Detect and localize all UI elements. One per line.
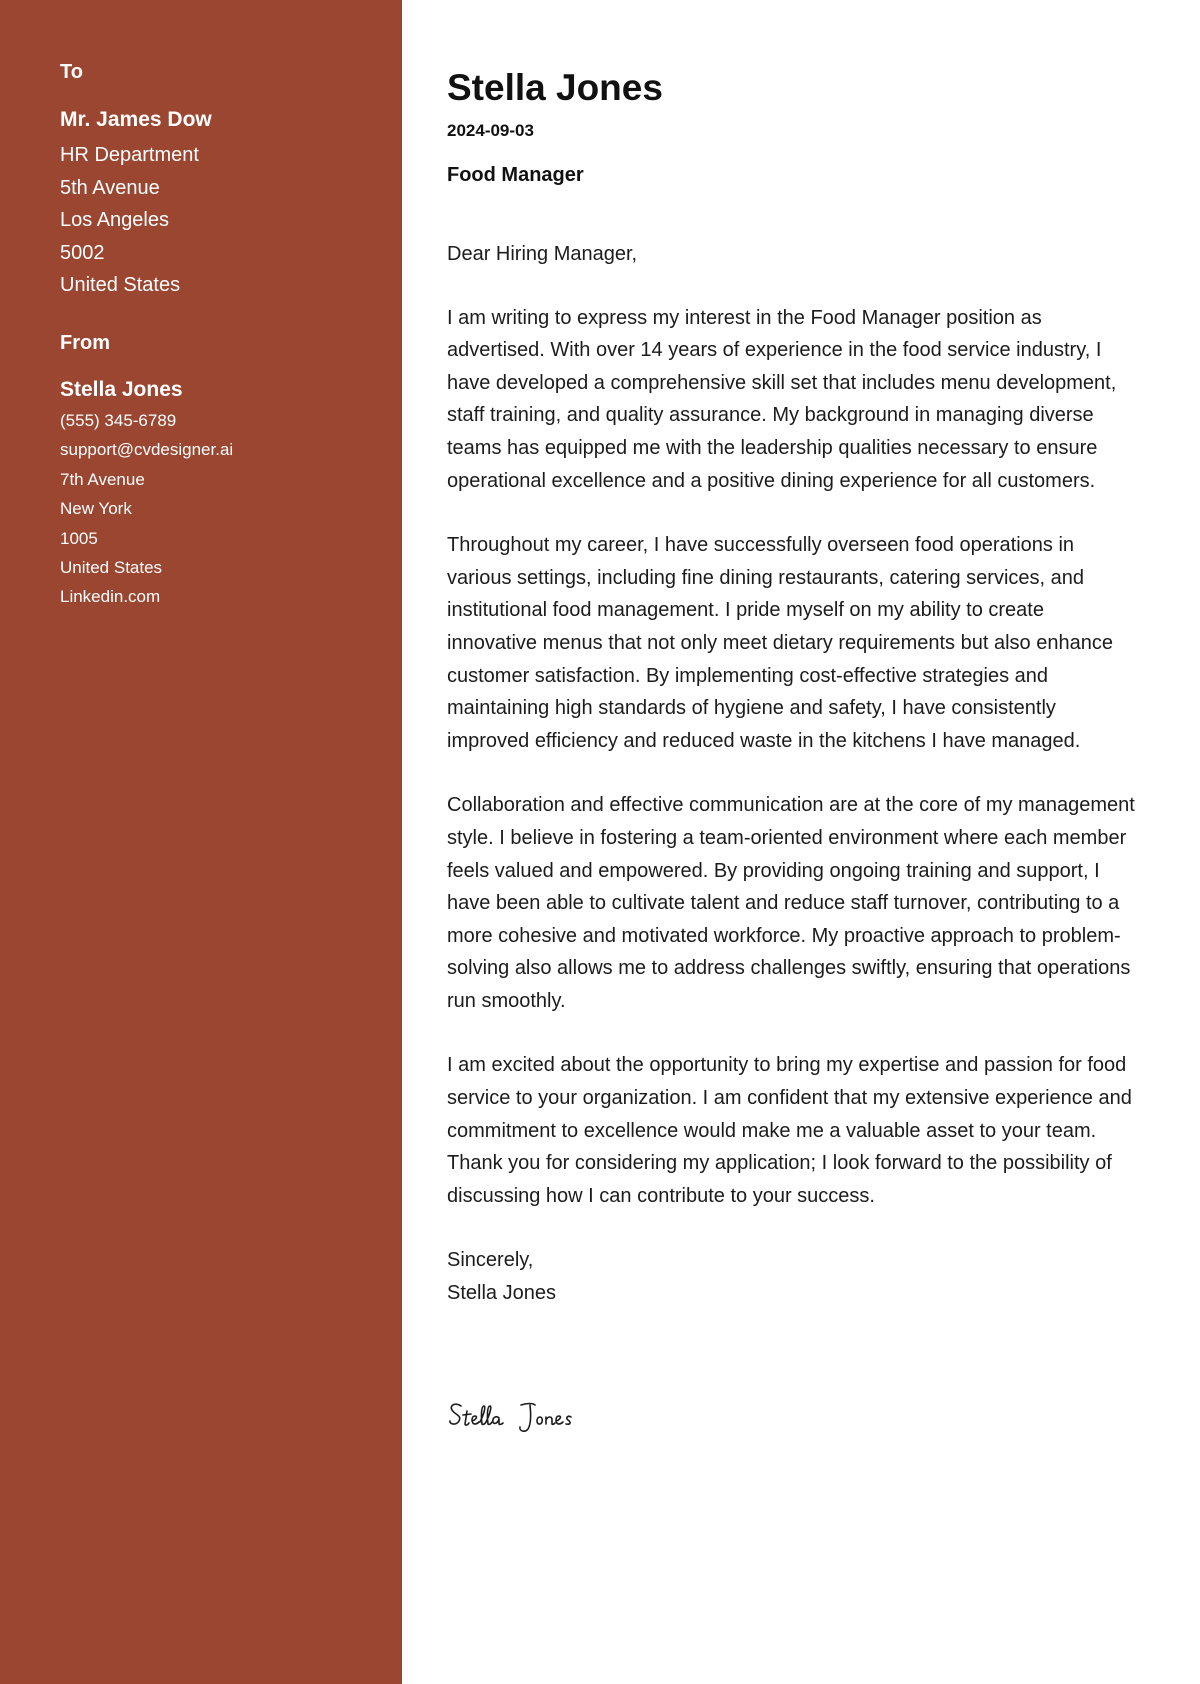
paragraph-4: I am excited about the opportunity to bring my expertise and passion for food service to your organization. I am confident that my extensive experience and commitment to excellence would make me a valuable asset to your team. Thank you for considering my application; I look forward to the possibility of discussing how I can contribute to your success.: [447, 1054, 1132, 1207]
paragraph-3: Collaboration and effective communication are at the core of my management style. I believe in fostering a team-oriented environment where each member feels valued and empowered. By providing ongoing training and support, I have been able to cultivate talent and reduce staff turnover, contributing to a more cohesive and motivated workforce. My proactive approach to problem-solving also allows me to address challenges swiftly, ensuring that operations run smoothly.: [447, 794, 1135, 1012]
sender-email: support@cvdesigner.ai: [60, 440, 234, 460]
recipient-country: United States: [60, 274, 181, 296]
sender-country: United States: [60, 558, 163, 578]
sender-city: New York: [60, 499, 132, 519]
to-heading: To: [60, 61, 83, 83]
sender-postal-code: 1005: [60, 528, 98, 548]
sender-linkedin: Linkedin.com: [60, 587, 161, 607]
recipient-city: Los Angeles: [60, 209, 169, 231]
job-title: Food Manager: [447, 164, 584, 186]
letter-date: 2024-09-03: [447, 121, 534, 140]
paragraph-1: I am writing to express my interest in the Food Manager position as advertised. With over 14 years of experience in the food service industry, I have developed a comprehensive skill set that includes menu development, staff training, and quality assurance. My background in managing diverse teams has equipped me with the leadership qualities necessary to ensure operational excellence and a positive dining experience for all customers.: [447, 306, 1117, 492]
salutation: Dear Hiring Manager,: [447, 243, 638, 265]
sender-phone: (555) 345-6789: [60, 411, 177, 430]
contact-sidebar: [0, 0, 402, 1684]
paragraph-2: Throughout my career, I have successfully overseen food operations in various settings, including fine dining restaurants, catering services, and institutional food management. I pride myself on my ability to create innovative menus that not only meet dietary requirements but also enhance customer satisfaction. By implementing cost-effective strategies and maintaining high standards of hygiene and safety, I have consistently improved efficiency and reduced waste in the kitchens I have managed.: [447, 534, 1113, 752]
sender-street: 7th Avenue: [60, 469, 145, 489]
page-title: Stella Jones: [447, 67, 663, 108]
handwritten-signature: [447, 1394, 587, 1438]
sender-block: [60, 376, 233, 612]
letter-body: [447, 238, 1137, 1310]
recipient-name: Mr. James Dow: [60, 108, 212, 131]
recipient-street: 5th Avenue: [60, 176, 160, 199]
sender-name: Stella Jones: [60, 378, 183, 401]
from-heading: From: [60, 332, 110, 354]
recipient-department: HR Department: [60, 144, 199, 166]
recipient-postal-code: 5002: [60, 241, 105, 264]
closing: Sincerely,: [447, 1249, 534, 1272]
recipient-block: [60, 106, 212, 302]
closing-name: Stella Jones: [447, 1282, 556, 1305]
